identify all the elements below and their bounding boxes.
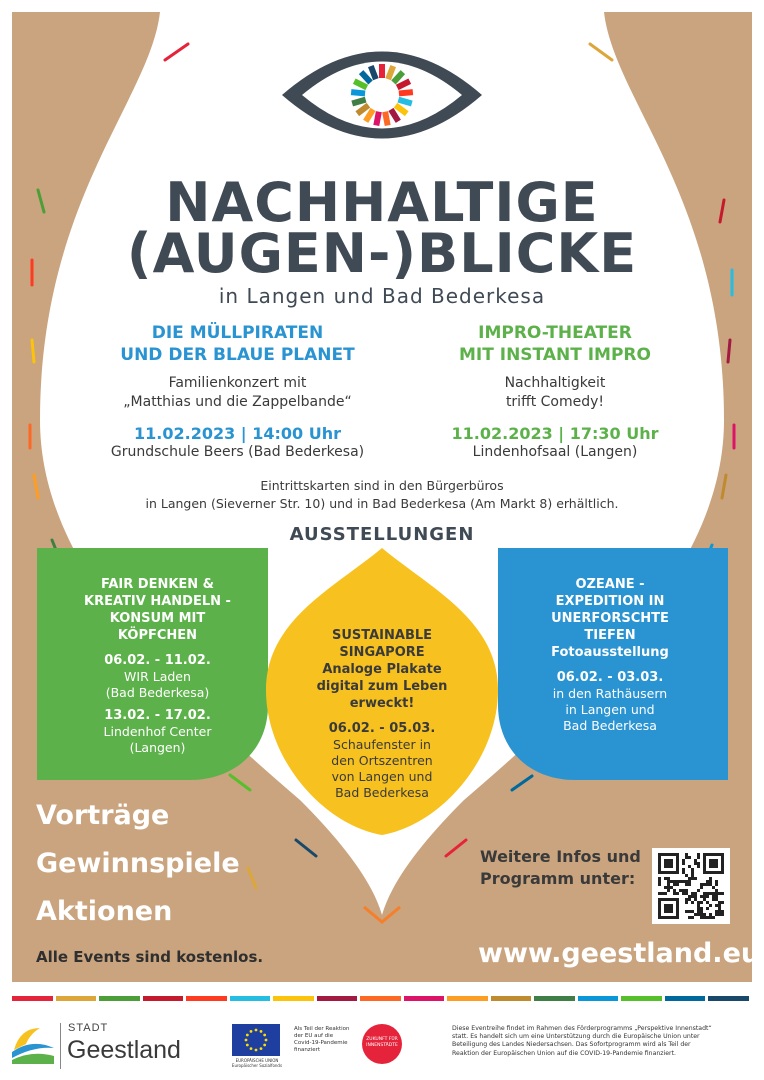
qr-module — [694, 913, 697, 916]
event-left-desc-1: Familienkonzert mit — [168, 375, 307, 391]
eu-star — [250, 1030, 253, 1033]
qr-module — [715, 904, 718, 907]
eu-star — [245, 1039, 248, 1042]
subtitle: in Langen und Bad Bederkesa — [218, 284, 546, 308]
exhibit-green-date-1: 06.02. - 11.02. — [104, 653, 211, 668]
sdg-wheel-segment — [398, 100, 411, 104]
qr-module — [667, 883, 670, 886]
qr-module — [697, 901, 700, 904]
extra-raffles: Gewinnspiele — [36, 848, 240, 879]
extra-lectures: Vorträge — [36, 800, 170, 831]
sdg-dash — [34, 475, 38, 498]
qr-module — [676, 880, 679, 883]
qr-module — [694, 877, 697, 880]
eu-caption — [226, 1058, 288, 1068]
qr-module — [706, 892, 709, 895]
qr-module — [715, 910, 718, 913]
qr-module — [688, 910, 691, 913]
zukunft-innenstaedte-logo — [362, 1024, 402, 1064]
sdg-dash — [722, 475, 726, 498]
qr-module — [715, 880, 718, 883]
footer-bar-segment — [708, 996, 749, 1001]
qr-module — [667, 886, 670, 889]
exhibit-yellow-place-3: von Langen und — [331, 769, 433, 784]
qr-module — [685, 880, 688, 883]
qr-module — [694, 895, 697, 898]
qr-module — [685, 901, 688, 904]
eu-star — [263, 1034, 266, 1037]
exhibit-blue-place-1: in den Rathäusern — [552, 686, 668, 701]
qr-module — [685, 898, 688, 901]
sdg-wheel-segment — [376, 112, 379, 126]
sdg-wheel-segment — [385, 112, 388, 126]
qr-module — [685, 883, 688, 886]
zukunft-line-2: INNENSTÄDTE — [366, 1043, 398, 1048]
exhibit-yellow-place-4: Bad Bederkesa — [335, 785, 429, 800]
qr-module — [658, 883, 661, 886]
qr-module — [682, 880, 685, 883]
sdg-wheel-segment — [351, 92, 365, 93]
qr-module — [721, 901, 724, 904]
qr-module — [673, 892, 676, 895]
footer-bar-segment — [621, 996, 662, 1001]
qr-module — [697, 889, 700, 892]
qr-module — [691, 910, 694, 913]
event-right-desc-2: trifft Comedy! — [505, 394, 605, 410]
qr-module — [667, 880, 670, 883]
disclaimer-4: Reaktion der Europäischen Union auf die COVID-19-Pandemie finanziert. — [452, 1049, 676, 1057]
footer-bar-segment — [665, 996, 706, 1001]
qr-module — [709, 913, 712, 916]
eu-reaction-3: Covid-19-Pandemie — [294, 1040, 348, 1046]
tickets-line-1: Eintrittskarten sind in den Bürgerbüros — [260, 478, 504, 493]
qr-module — [700, 916, 703, 919]
qr-module — [673, 889, 676, 892]
qr-module — [709, 892, 712, 895]
qr-module — [682, 859, 685, 862]
sdg-wheel-segment — [399, 92, 413, 93]
exhibit-yellow-sub-1: Analoge Plakate — [322, 662, 442, 677]
eu-reaction-1: Als Teil der Reaktion — [294, 1026, 350, 1032]
website-link[interactable]: www.geestland.eu — [478, 938, 761, 969]
eu-star — [260, 1030, 263, 1033]
qr-module — [685, 910, 688, 913]
qr-module — [703, 883, 706, 886]
footer-bar-segment — [230, 996, 271, 1001]
qr-module — [712, 892, 715, 895]
qr-module — [691, 871, 694, 874]
event-right-title-1: IMPRO-THEATER — [478, 323, 632, 343]
qr-module — [700, 907, 703, 910]
qr-module — [685, 889, 688, 892]
disclaimer-2: statt. Es handelt sich um eine Unterstützung durch die Europäische Union unter — [452, 1033, 700, 1041]
exhibit-blue-date: 06.02. - 03.03. — [556, 670, 664, 685]
qr-module — [706, 883, 709, 886]
eu-star — [265, 1039, 268, 1042]
event-left-title-1: DIE MÜLLPIRATEN — [151, 323, 324, 343]
qr-module — [703, 898, 706, 901]
qr-module — [673, 880, 676, 883]
eu-caption-1: EUROPÄISCHE UNION — [235, 1058, 279, 1063]
qr-module — [691, 877, 694, 880]
event-right-title-2: MIT INSTANT IMPRO — [459, 345, 651, 365]
qr-module — [682, 889, 685, 892]
qr-module — [706, 880, 709, 883]
qr-module — [691, 868, 694, 871]
sdg-dash — [446, 840, 466, 856]
logo-big-text: Geestland — [67, 1036, 181, 1064]
eu-flag-icon — [232, 1024, 280, 1056]
disclaimer-1: Diese Eventreihe findet im Rahmen des Förderprogramms „Perspektive Innenstadt“ — [452, 1025, 712, 1032]
disclaimer-3: Beteiligung des Landes Niedersachsen. Das Sofortprogramm wird als Teil der — [452, 1041, 691, 1049]
exhibit-green-title-3: KONSUM MIT — [109, 611, 206, 626]
more-info-line-2: Programm unter: — [480, 869, 636, 888]
exhibit-yellow-date: 06.02. - 05.03. — [328, 721, 436, 736]
qr-module — [682, 868, 685, 871]
qr-module — [694, 862, 697, 865]
event-left-date: 11.02.2023 | 14:00 Uhr — [134, 424, 341, 443]
exhibit-green-place-1a: WIR Laden — [124, 669, 191, 684]
eu-caption-2: Europäischer Sozialfonds — [231, 1063, 283, 1068]
event-left-title-2: UND DER BLAUE PLANET — [120, 345, 355, 365]
qr-module — [688, 916, 691, 919]
qr-module — [697, 856, 700, 859]
qr-module — [700, 910, 703, 913]
qr-module — [703, 892, 706, 895]
exhibit-yellow-sub-2: digital zum Leben — [316, 679, 448, 694]
footer-bar-segment — [56, 996, 97, 1001]
footer-bar-segment — [360, 996, 401, 1001]
qr-module — [709, 883, 712, 886]
qr-module — [685, 892, 688, 895]
qr-module — [667, 877, 670, 880]
qr-module — [670, 880, 673, 883]
qr-module — [691, 916, 694, 919]
eu-star — [255, 1029, 258, 1032]
qr-module — [718, 901, 721, 904]
exhibitions-heading: AUSSTELLUNGEN — [289, 524, 475, 545]
title-line-1: NACHHALTIGE — [165, 171, 599, 234]
qr-finder — [709, 859, 718, 868]
qr-module — [715, 883, 718, 886]
qr-module — [676, 892, 679, 895]
qr-finder — [664, 904, 673, 913]
qr-module — [691, 901, 694, 904]
qr-module — [712, 895, 715, 898]
eu-star — [263, 1044, 266, 1047]
tickets-info — [100, 477, 664, 513]
qr-module — [679, 889, 682, 892]
event-right-date: 11.02.2023 | 17:30 Uhr — [451, 424, 659, 443]
sdg-dash — [728, 340, 730, 362]
qr-module — [703, 913, 706, 916]
qr-module — [721, 913, 724, 916]
eu-star — [250, 1047, 253, 1050]
qr-module — [694, 859, 697, 862]
qr-module — [700, 895, 703, 898]
event-left-venue: Grundschule Beers (Bad Bederkesa) — [110, 444, 365, 460]
exhibit-green — [60, 576, 255, 756]
logo-small-text: STADT — [68, 1022, 109, 1034]
qr-module — [718, 892, 721, 895]
footer-bar-segment — [143, 996, 184, 1001]
event-left-desc-2: „Matthias und die Zappelbande“ — [123, 394, 352, 410]
qr-module — [715, 913, 718, 916]
qr-module — [658, 892, 661, 895]
exhibit-yellow-sub-3: erweckt! — [349, 696, 415, 711]
exhibit-yellow — [290, 627, 474, 801]
exhibit-blue-title-2: EXPEDITION IN — [555, 594, 665, 609]
qr-module — [709, 904, 712, 907]
exhibit-green-place-2a: Lindenhof Center — [103, 724, 212, 739]
qr-module — [718, 907, 721, 910]
qr-module — [700, 886, 703, 889]
qr-module — [712, 898, 715, 901]
qr-module — [706, 895, 709, 898]
extra-actions: Aktionen — [36, 896, 173, 927]
exhibit-blue-title-3: UNERFORSCHTE — [551, 611, 669, 626]
event-right-venue: Lindenhofsaal (Langen) — [472, 444, 638, 460]
qr-module — [697, 853, 700, 856]
qr-module — [706, 901, 709, 904]
qr-module — [697, 907, 700, 910]
qr-module — [715, 898, 718, 901]
qr-module — [700, 913, 703, 916]
exhibit-blue-place-3: Bad Bederkesa — [563, 718, 657, 733]
qr-module — [694, 892, 697, 895]
footer-disclaimer — [452, 1025, 752, 1058]
qr-module — [658, 877, 661, 880]
event-right — [405, 322, 705, 462]
qr-module — [700, 883, 703, 886]
qr-module — [706, 907, 709, 910]
qr-module — [721, 910, 724, 913]
event-left — [85, 322, 390, 462]
more-info-line-1: Weitere Infos und — [480, 847, 641, 866]
qr-module — [658, 880, 661, 883]
event-right-desc-1: Nachhaltigkeit — [504, 375, 606, 391]
qr-module — [676, 883, 679, 886]
sdg-dash — [32, 340, 34, 362]
footer-bar-segment — [491, 996, 532, 1001]
exhibit-blue-place-2: in Langen und — [565, 702, 655, 717]
qr-module — [688, 883, 691, 886]
qr-module — [703, 916, 706, 919]
qr-module — [673, 883, 676, 886]
qr-module — [664, 892, 667, 895]
exhibit-blue — [515, 576, 705, 734]
qr-module — [688, 895, 691, 898]
exhibit-green-place-1b: (Bad Bederkesa) — [105, 685, 210, 700]
sdg-wheel-segment — [352, 100, 365, 104]
exhibit-green-title-4: KÖPFCHEN — [117, 628, 198, 643]
qr-module — [694, 898, 697, 901]
eu-star — [255, 1049, 258, 1052]
footer-bar-segment — [99, 996, 140, 1001]
qr-module — [712, 916, 715, 919]
qr-module — [721, 892, 724, 895]
title-line-2: (AUGEN-)BLICKE — [126, 222, 638, 285]
qr-module — [670, 886, 673, 889]
qr-module — [667, 889, 670, 892]
logo-divider — [60, 1023, 61, 1069]
qr-module — [718, 910, 721, 913]
eu-star — [246, 1044, 249, 1047]
qr-module — [691, 895, 694, 898]
eu-stars-icon — [232, 1024, 280, 1056]
qr-module — [661, 892, 664, 895]
exhibit-yellow-title-1: SUSTAINABLE — [331, 628, 433, 643]
footer-bar-segment — [317, 996, 358, 1001]
qr-module — [685, 856, 688, 859]
qr-module — [709, 880, 712, 883]
footer-bar-segment — [578, 996, 619, 1001]
sdg-dash — [296, 840, 316, 856]
qr-module — [691, 874, 694, 877]
footer-bar-segment — [12, 996, 53, 1001]
qr-module — [703, 895, 706, 898]
footer-bar-segment — [186, 996, 227, 1001]
qr-module — [688, 865, 691, 868]
qr-module — [682, 892, 685, 895]
footer-bar-segment — [534, 996, 575, 1001]
exhibit-green-place-2b: (Langen) — [129, 740, 186, 755]
qr-module — [682, 862, 685, 865]
sdg-dash — [230, 775, 250, 790]
eu-reaction-text — [294, 1026, 349, 1054]
qr-module — [679, 880, 682, 883]
exhibit-blue-title-4: TIEFEN — [584, 628, 636, 643]
eu-star — [260, 1047, 263, 1050]
qr-module — [718, 913, 721, 916]
qr-module — [664, 886, 667, 889]
footer-bar-segment — [404, 996, 445, 1001]
qr-module — [691, 892, 694, 895]
sdg-dash — [512, 776, 532, 790]
qr-module — [715, 892, 718, 895]
qr-module — [685, 874, 688, 877]
exhibit-yellow-place-1: Schaufenster in — [333, 737, 431, 752]
qr-module — [688, 877, 691, 880]
qr-module — [697, 910, 700, 913]
sdg-dash — [248, 868, 256, 888]
tickets-line-2: in Langen (Sieverner Str. 10) und in Bad Bederkesa (Am Markt 8) erhältlich. — [145, 496, 619, 511]
qr-module — [685, 853, 688, 856]
exhibit-blue-title-1: OZEANE - — [575, 577, 645, 592]
exhibit-yellow-title-2: SINGAPORE — [339, 645, 425, 660]
qr-module — [712, 886, 715, 889]
qr-module — [688, 898, 691, 901]
exhibit-green-title-1: FAIR DENKEN & — [100, 577, 215, 592]
qr-module — [697, 865, 700, 868]
eu-star — [246, 1034, 249, 1037]
qr-finder — [664, 859, 673, 868]
free-note: Alle Events sind kostenlos. — [36, 948, 264, 966]
qr-module — [715, 889, 718, 892]
qr-module — [688, 880, 691, 883]
qr-module — [664, 877, 667, 880]
qr-module — [718, 904, 721, 907]
exhibit-green-title-2: KREATIV HANDELN - — [84, 594, 231, 609]
footer-bar-segment — [447, 996, 488, 1001]
geestland-logo-icon — [10, 1020, 56, 1066]
qr-module — [697, 913, 700, 916]
qr-module — [697, 862, 700, 865]
qr-module — [706, 916, 709, 919]
footer-bar-segment — [273, 996, 314, 1001]
qr-module — [697, 904, 700, 907]
qr-module — [700, 901, 703, 904]
zukunft-line-1: ZUKUNFT FÜR — [366, 1037, 398, 1042]
qr-module — [682, 871, 685, 874]
eu-reaction-4: finanziert — [294, 1047, 321, 1053]
exhibit-yellow-place-2: den Ortszentren — [331, 753, 433, 768]
qr-module — [715, 895, 718, 898]
qr-module — [709, 916, 712, 919]
qr-module — [709, 877, 712, 880]
eu-reaction-2: der EU auf die — [294, 1033, 334, 1039]
exhibit-green-date-2: 13.02. - 17.02. — [104, 708, 211, 723]
more-info — [480, 846, 641, 890]
qr-module — [688, 856, 691, 859]
exhibit-blue-subtitle: Fotoausstellung — [551, 645, 669, 660]
